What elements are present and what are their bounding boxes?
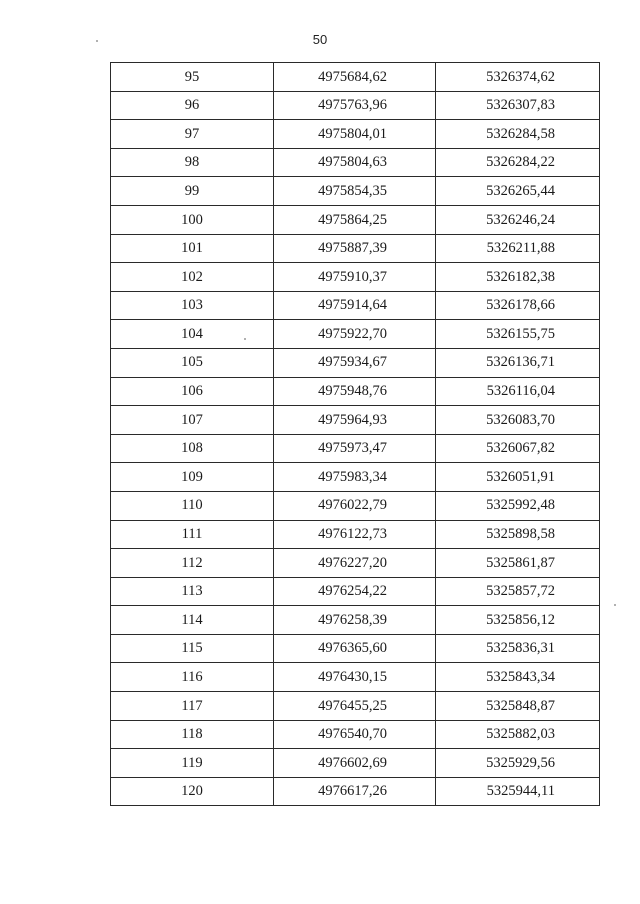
table-row bbox=[111, 692, 600, 721]
y-coordinate-cell: 5325898,58 bbox=[436, 520, 600, 549]
coordinates-table-body bbox=[111, 63, 600, 806]
x-coordinate-cell: 4975684,62 bbox=[274, 63, 436, 92]
x-coordinate-cell: 4975910,37 bbox=[274, 263, 436, 292]
y-coordinate-cell: 5325848,87 bbox=[436, 692, 600, 721]
table-row bbox=[111, 177, 600, 206]
table-row bbox=[111, 348, 600, 377]
x-coordinate-cell: 4975948,76 bbox=[274, 377, 436, 406]
x-coordinate-cell: 4976602,69 bbox=[274, 749, 436, 778]
y-coordinate-cell: 5326178,66 bbox=[436, 291, 600, 320]
scan-speck bbox=[614, 604, 616, 606]
x-coordinate-cell: 4975914,64 bbox=[274, 291, 436, 320]
x-coordinate-cell: 4976540,70 bbox=[274, 720, 436, 749]
y-coordinate-cell: 5325944,11 bbox=[436, 777, 600, 806]
y-coordinate-cell: 5325856,12 bbox=[436, 606, 600, 635]
x-coordinate-cell: 4976122,73 bbox=[274, 520, 436, 549]
scan-speck bbox=[96, 40, 98, 42]
y-coordinate-cell: 5325836,31 bbox=[436, 634, 600, 663]
point-number-cell: 120 bbox=[111, 777, 274, 806]
y-coordinate-cell: 5326182,38 bbox=[436, 263, 600, 292]
x-coordinate-cell: 4975922,70 bbox=[274, 320, 436, 349]
table-row bbox=[111, 463, 600, 492]
point-number-cell: 109 bbox=[111, 463, 274, 492]
table-row bbox=[111, 148, 600, 177]
point-number-cell: 100 bbox=[111, 205, 274, 234]
x-coordinate-cell: 4975804,63 bbox=[274, 148, 436, 177]
point-number-cell: 103 bbox=[111, 291, 274, 320]
point-number-cell: 101 bbox=[111, 234, 274, 263]
x-coordinate-cell: 4975964,93 bbox=[274, 406, 436, 435]
y-coordinate-cell: 5326246,24 bbox=[436, 205, 600, 234]
point-number-cell: 95 bbox=[111, 63, 274, 92]
x-coordinate-cell: 4975864,25 bbox=[274, 205, 436, 234]
point-number-cell: 113 bbox=[111, 577, 274, 606]
x-coordinate-cell: 4976258,39 bbox=[274, 606, 436, 635]
y-coordinate-cell: 5325992,48 bbox=[436, 491, 600, 520]
y-coordinate-cell: 5326136,71 bbox=[436, 348, 600, 377]
point-number-cell: 118 bbox=[111, 720, 274, 749]
x-coordinate-cell: 4975934,67 bbox=[274, 348, 436, 377]
point-number-cell: 114 bbox=[111, 606, 274, 635]
y-coordinate-cell: 5325861,87 bbox=[436, 549, 600, 578]
table-row bbox=[111, 606, 600, 635]
x-coordinate-cell: 4976022,79 bbox=[274, 491, 436, 520]
y-coordinate-cell: 5325843,34 bbox=[436, 663, 600, 692]
point-number-cell: 106 bbox=[111, 377, 274, 406]
y-coordinate-cell: 5326265,44 bbox=[436, 177, 600, 206]
table-row bbox=[111, 205, 600, 234]
y-coordinate-cell: 5326067,82 bbox=[436, 434, 600, 463]
table-row bbox=[111, 520, 600, 549]
table-row bbox=[111, 291, 600, 320]
table-row bbox=[111, 549, 600, 578]
table-row bbox=[111, 749, 600, 778]
point-number-cell: 117 bbox=[111, 692, 274, 721]
table-row bbox=[111, 320, 600, 349]
point-number-cell: 96 bbox=[111, 91, 274, 120]
y-coordinate-cell: 5326211,88 bbox=[436, 234, 600, 263]
table-row bbox=[111, 377, 600, 406]
point-number-cell: 104 bbox=[111, 320, 274, 349]
x-coordinate-cell: 4976455,25 bbox=[274, 692, 436, 721]
y-coordinate-cell: 5326083,70 bbox=[436, 406, 600, 435]
y-coordinate-cell: 5326307,83 bbox=[436, 91, 600, 120]
coordinates-table bbox=[110, 62, 600, 806]
y-coordinate-cell: 5326284,58 bbox=[436, 120, 600, 149]
table-row bbox=[111, 663, 600, 692]
x-coordinate-cell: 4975887,39 bbox=[274, 234, 436, 263]
x-coordinate-cell: 4976617,26 bbox=[274, 777, 436, 806]
y-coordinate-cell: 5326155,75 bbox=[436, 320, 600, 349]
point-number-cell: 98 bbox=[111, 148, 274, 177]
point-number-cell: 111 bbox=[111, 520, 274, 549]
table-row bbox=[111, 577, 600, 606]
y-coordinate-cell: 5326284,22 bbox=[436, 148, 600, 177]
x-coordinate-cell: 4975763,96 bbox=[274, 91, 436, 120]
point-number-cell: 105 bbox=[111, 348, 274, 377]
point-number-cell: 97 bbox=[111, 120, 274, 149]
table-row bbox=[111, 91, 600, 120]
x-coordinate-cell: 4975804,01 bbox=[274, 120, 436, 149]
table-row bbox=[111, 720, 600, 749]
table-row bbox=[111, 777, 600, 806]
table-row bbox=[111, 491, 600, 520]
y-coordinate-cell: 5325857,72 bbox=[436, 577, 600, 606]
x-coordinate-cell: 4975854,35 bbox=[274, 177, 436, 206]
y-coordinate-cell: 5326051,91 bbox=[436, 463, 600, 492]
table-row bbox=[111, 234, 600, 263]
page-number: 50 bbox=[312, 32, 328, 47]
table-row bbox=[111, 63, 600, 92]
point-number-cell: 108 bbox=[111, 434, 274, 463]
table-row bbox=[111, 406, 600, 435]
table-row bbox=[111, 434, 600, 463]
y-coordinate-cell: 5326374,62 bbox=[436, 63, 600, 92]
x-coordinate-cell: 4976430,15 bbox=[274, 663, 436, 692]
x-coordinate-cell: 4976254,22 bbox=[274, 577, 436, 606]
table-row bbox=[111, 120, 600, 149]
point-number-cell: 112 bbox=[111, 549, 274, 578]
y-coordinate-cell: 5325882,03 bbox=[436, 720, 600, 749]
x-coordinate-cell: 4976365,60 bbox=[274, 634, 436, 663]
y-coordinate-cell: 5326116,04 bbox=[436, 377, 600, 406]
point-number-cell: 115 bbox=[111, 634, 274, 663]
y-coordinate-cell: 5325929,56 bbox=[436, 749, 600, 778]
point-number-cell: 99 bbox=[111, 177, 274, 206]
x-coordinate-cell: 4975983,34 bbox=[274, 463, 436, 492]
table-row bbox=[111, 263, 600, 292]
table-row bbox=[111, 634, 600, 663]
point-number-cell: 102 bbox=[111, 263, 274, 292]
point-number-cell: 116 bbox=[111, 663, 274, 692]
point-number-cell: 119 bbox=[111, 749, 274, 778]
x-coordinate-cell: 4975973,47 bbox=[274, 434, 436, 463]
point-number-cell: 110 bbox=[111, 491, 274, 520]
point-number-cell: 107 bbox=[111, 406, 274, 435]
x-coordinate-cell: 4976227,20 bbox=[274, 549, 436, 578]
